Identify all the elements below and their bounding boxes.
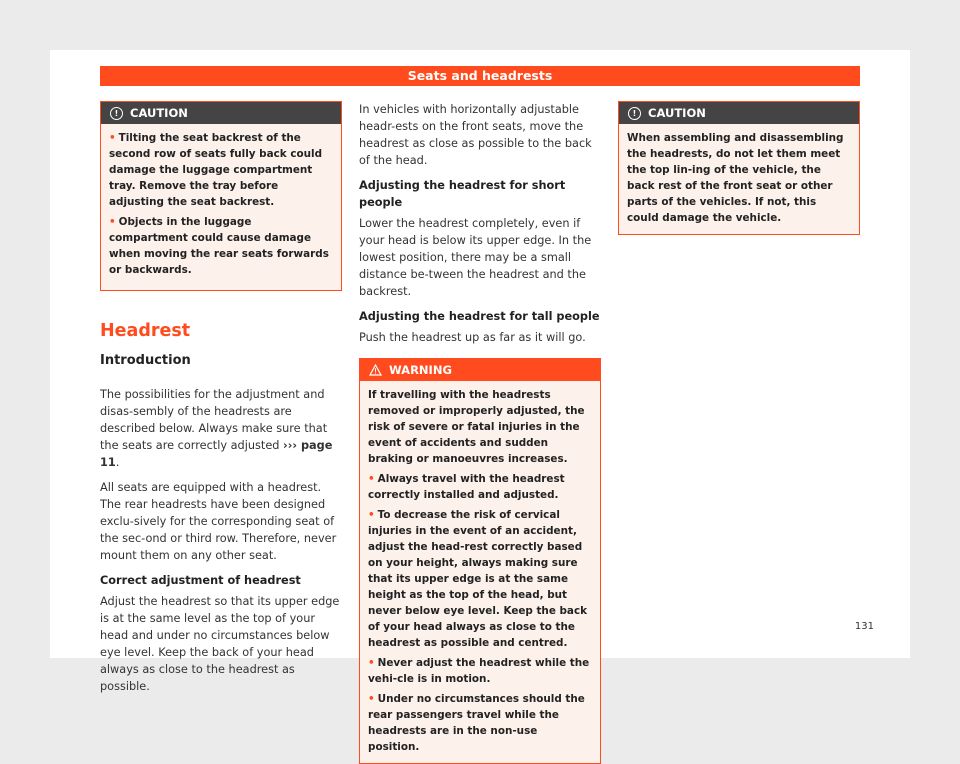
caution-label: CAUTION xyxy=(648,106,706,120)
paragraph: Push the headrest up as far as it will go. xyxy=(359,331,586,344)
page-number: 131 xyxy=(854,621,874,632)
warning-header xyxy=(360,359,600,381)
caution-header xyxy=(619,102,859,124)
bullet-icon: • xyxy=(368,473,375,485)
page-reference-link[interactable]: ››› page 11 xyxy=(100,439,333,469)
caution-item: • Tilting the seat backrest of the second row of seats fully back could damage the luggage compartment tray. Remove the tray before adjusting the seat backrest. xyxy=(109,132,323,208)
bullet-icon: • xyxy=(368,693,375,705)
subheading: Adjusting the headrest for short people xyxy=(359,179,566,209)
paragraph: Lower the headrest completely, even if your head is below its upper edge. In the lowest position, there may be a small distance be-tween the headrest and the backrest. xyxy=(359,217,592,298)
warning-item: • Always travel with the headrest correctly installed and adjusted. xyxy=(368,473,565,501)
warning-item: • To decrease the risk of cervical injuries in the event of an accident, adjust the head-rest correctly based on your height, always making sure that its upper edge is at the same height as the top of the head, but never below eye level. Keep the back of your head always as close to the headrest as possible and centred. xyxy=(368,509,588,649)
caution-text: When assembling and disassembling the headrests, do not let them meet the top lin-ing of the vehicle, the back rest of the front seat or other parts of the vehicles. If not, this could damage the vehicle. xyxy=(627,132,844,224)
bullet-icon: • xyxy=(109,216,116,228)
caution-body xyxy=(619,124,859,234)
subheading: Correct adjustment of headrest xyxy=(100,574,301,587)
chapter-header: Seats and headrests xyxy=(100,66,860,86)
warning-item: • Under no circumstances should the rear passengers travel while the headrests are in the non-use position. xyxy=(368,693,585,753)
warning-item: • Never adjust the headrest while the vehi-cle is in motion. xyxy=(368,657,590,685)
column-left xyxy=(100,101,342,703)
warning-intro: If travelling with the headrests removed or improperly adjusted, the risk of severe or fatal injuries in the event of accidents and sudden braking or manoeuvres increases. xyxy=(368,389,585,465)
caution-label: CAUTION xyxy=(130,106,188,120)
paragraph: Adjust the headrest so that its upper edge is at the same level as the top of your head and under no circumstances below eye level. Keep the back of your head always as close to the headrest as possible. xyxy=(100,595,340,693)
intro-paragraph: The possibilities for the adjustment and disas-sembly of the headrests are described below. Always make sure that the seats are correctly adjusted ››› page 11. xyxy=(100,388,333,469)
warning-body xyxy=(360,381,600,763)
paragraph: All seats are equipped with a headrest. The rear headrests have been designed exclu-sively for the corresponding seat of the sec-ond or third row. Therefore, never mount them on any other seat. xyxy=(100,481,337,562)
column-right xyxy=(618,101,860,235)
bullet-icon: • xyxy=(368,509,375,521)
bullet-icon: • xyxy=(109,132,116,144)
paragraph: In vehicles with horizontally adjustable headr-ests on the front seats, move the headrest as close as possible to the back of the head. xyxy=(359,103,592,167)
caution-header xyxy=(101,102,341,124)
subheading: Adjusting the headrest for tall people xyxy=(359,310,600,323)
caution-box xyxy=(100,101,342,291)
info-circle-icon: ! xyxy=(628,107,641,120)
bullet-icon: • xyxy=(368,657,375,669)
section-title: Headrest xyxy=(100,321,191,341)
caution-box xyxy=(618,101,860,235)
column-middle xyxy=(359,101,601,764)
caution-body xyxy=(101,124,341,290)
warning-label: WARNING xyxy=(389,363,452,377)
subsection-title: Introduction xyxy=(100,353,191,368)
warning-triangle-icon xyxy=(369,364,382,376)
caution-item: • Objects in the luggage compartment could cause damage when moving the rear seats forwards or backwards. xyxy=(109,216,329,276)
warning-box xyxy=(359,358,601,764)
info-circle-icon: ! xyxy=(110,107,123,120)
